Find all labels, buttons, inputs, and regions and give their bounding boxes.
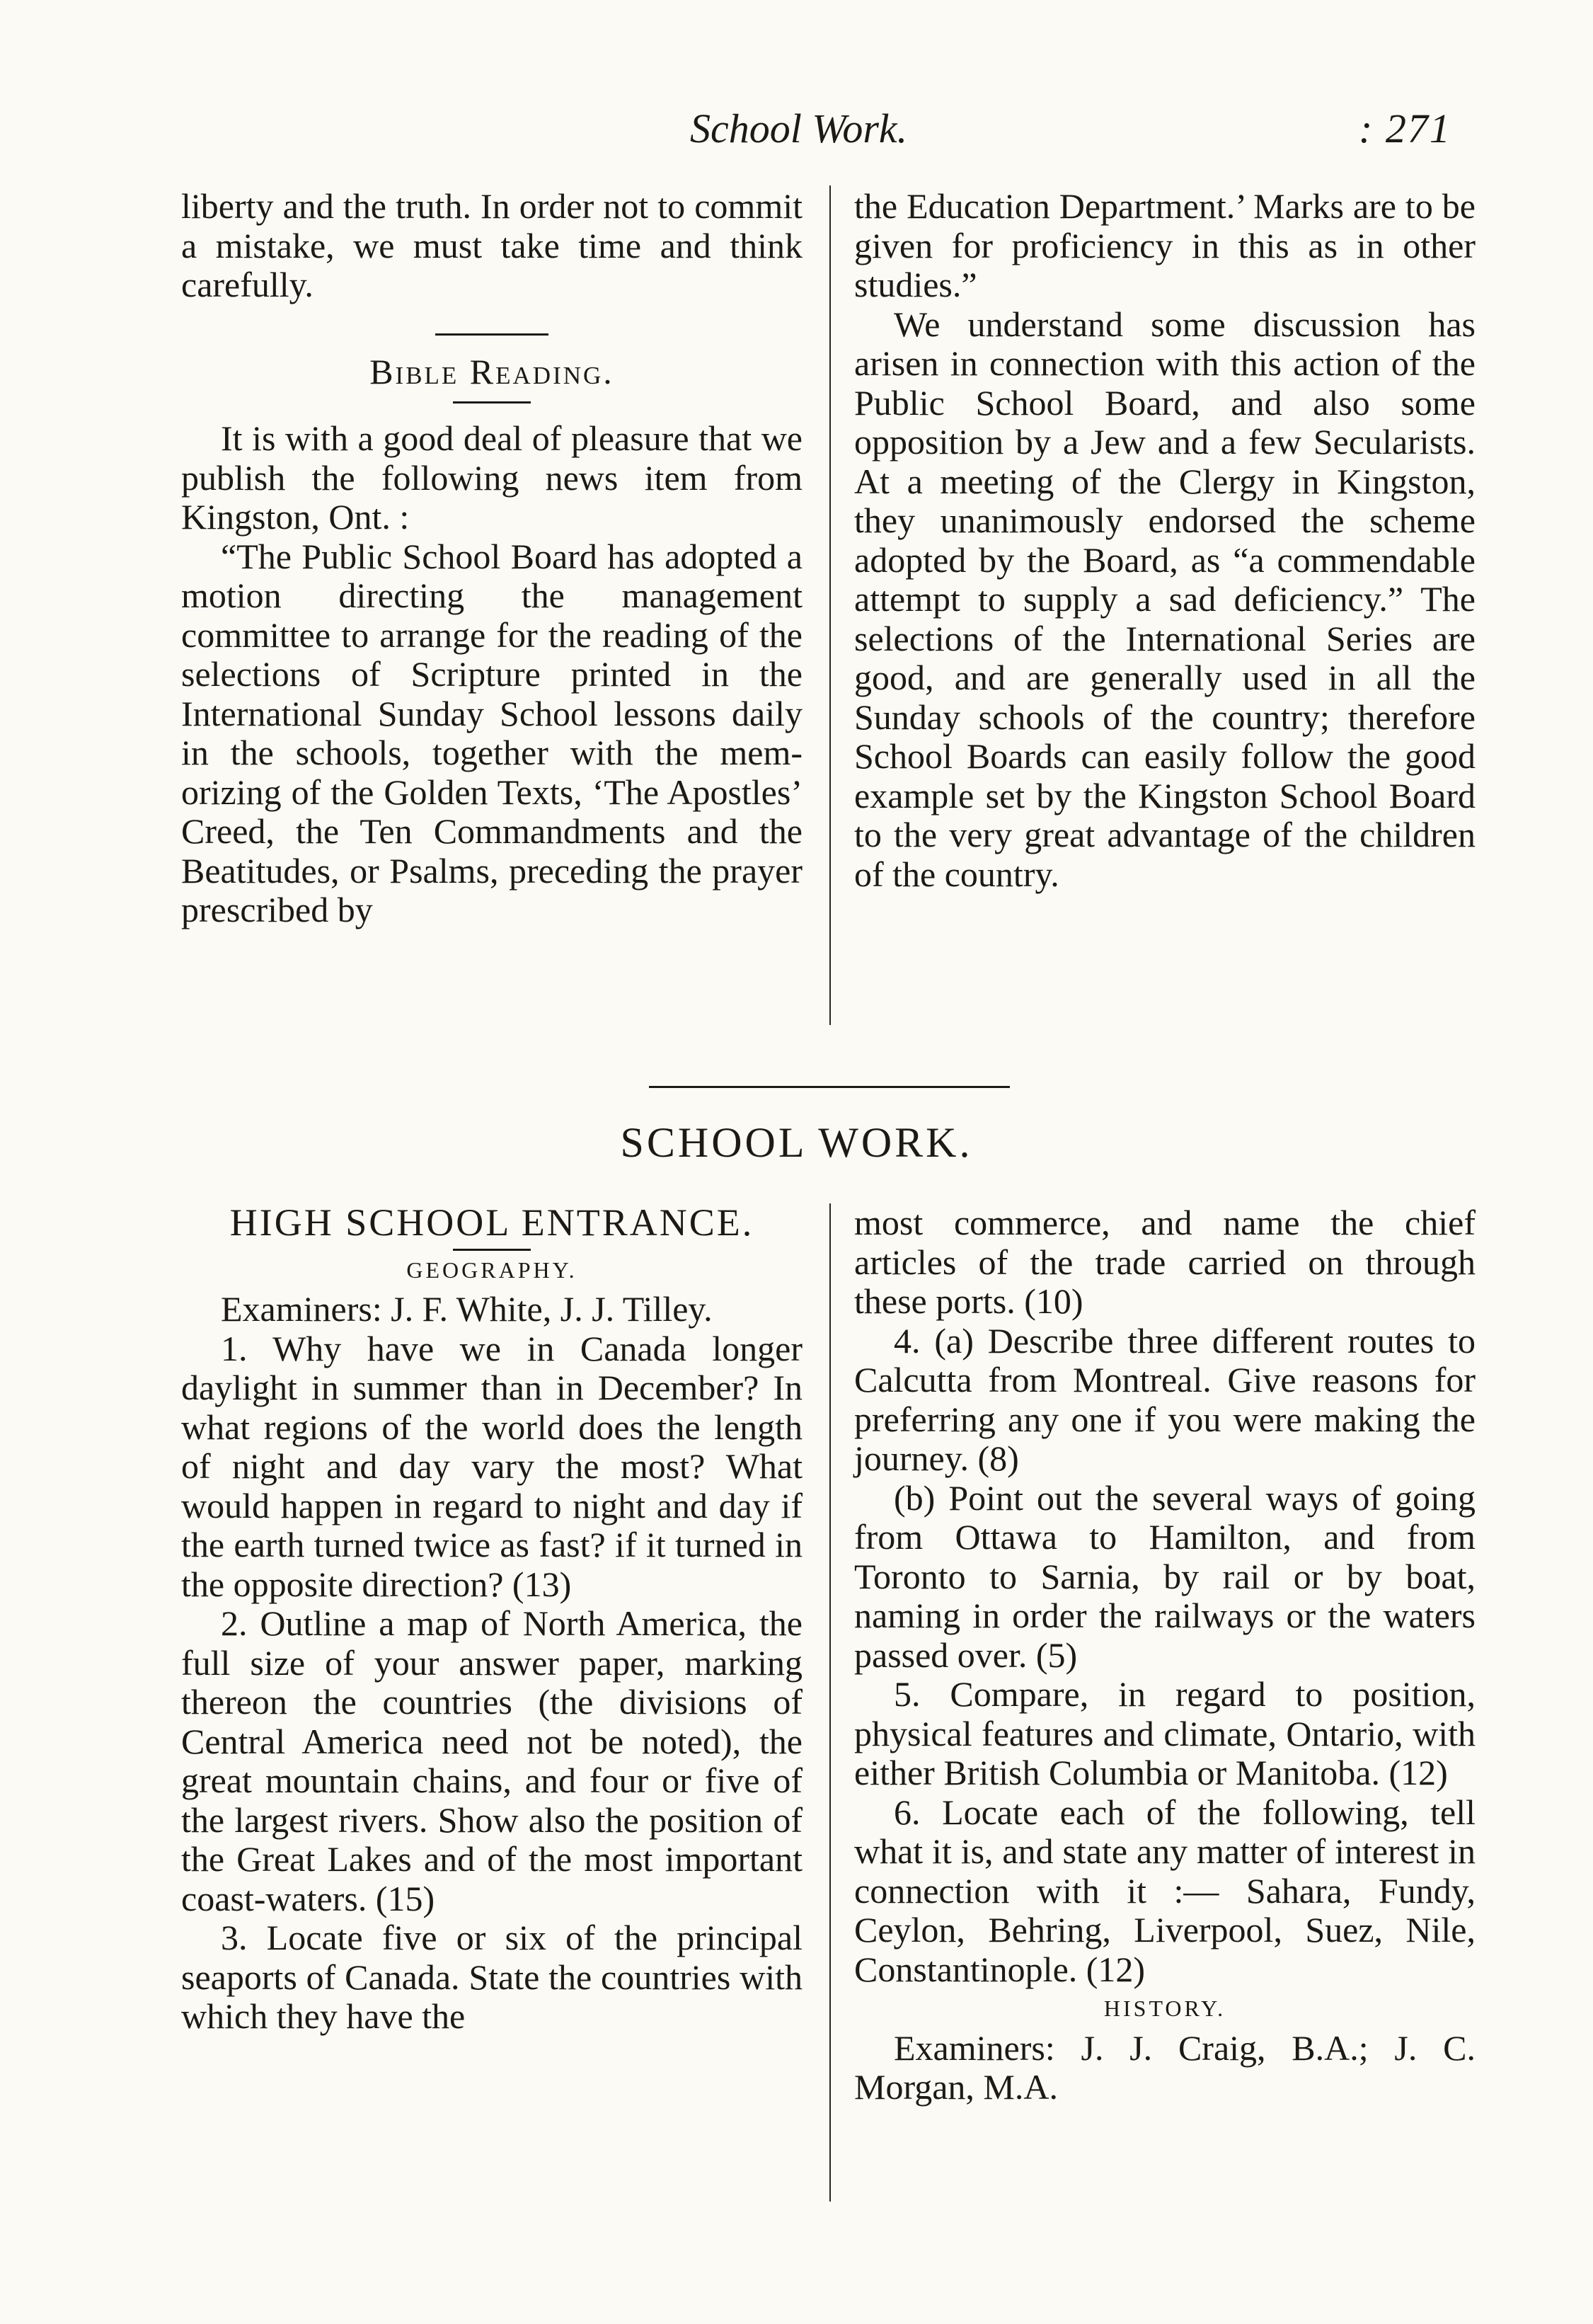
question-2: 2. Outline a map of North America, the full size of your answer paper, marking thereon the countries (the divisions of Central America need not be noted), the great mountain chains, and four or five of the largest rivers. Show also the position of the Great Lakes and of the most important coast-waters. (15) — [181, 1603, 803, 1918]
section-rule — [435, 333, 548, 336]
section-title: SCHOOL WORK. — [620, 1119, 973, 1166]
paragraph: the Education Department.’ Marks are to be given for proficiency in this as in other studies.” — [854, 186, 1476, 304]
page-number: : 271 — [1359, 105, 1451, 151]
question-4b: (b) Point out the several ways of going from Ottawa to Hamilton, and from Toronto to Sarnia, by rail or by boat, naming in order the railways or the waters passed over. (5) — [854, 1477, 1476, 1675]
running-head-title: School Work. — [690, 105, 908, 151]
running-head — [0, 105, 1593, 161]
paragraph: It is with a good deal of pleasure that we publish the following news item from Kingston, Ont. : — [181, 418, 803, 537]
column-divider-bottom — [829, 1203, 831, 2202]
question-4a: 4. (a) Describe three different routes to Calcutta from Montreal. Give reasons for preferring any one if you were making the journey. (8) — [854, 1320, 1476, 1478]
column-bottom-right — [854, 1203, 1476, 2107]
paragraph: liberty and the truth. In order not to commit a mistake, we must take time and think carefully. — [181, 186, 803, 304]
column-top-left — [181, 187, 803, 930]
column-bottom-left — [181, 1203, 803, 2037]
section-rule — [453, 401, 531, 403]
examiners-line: Examiners: J. J. Craig, B.A.; J. C. Morgan, M.A. — [854, 2027, 1476, 2107]
question-6: 6. Locate each of the following, tell what it is, and state any matter of interest in connection with it :— Sahara, Fundy, Ceylon, Behring, Liverpool, Suez, Nile, Constantinople. (12) — [854, 1792, 1476, 1989]
high-school-entrance-heading: HIGH SCHOOL ENTRANCE. — [229, 1201, 754, 1244]
column-top-right — [854, 187, 1476, 894]
paragraph: “The Public School Board has adopted a motion directing the management committee to arrange for the reading of the selections of Scripture printed in the International Sunday School lessons daily in the schools, together with the memorizing of the Golden Texts, ‘The Apostles’ Creed, the Ten Commandments and the Beatitudes, or Psalms, preceding the prayer prescribed by — [181, 536, 803, 929]
examiners-line: Examiners: J. F. White, J. J. Tilley. — [221, 1289, 713, 1329]
paragraph: We understand some discussion has arisen in connection with this action of the Public School Board, and also some opposition by a Jew and a few Secularists. At a meeting of the Clergy in Kingston, they unanimously endorsed the scheme adopted by the Board, as “a commendable attempt to supply a sad deficiency.” The selections of the International Series are good, and are generally used in all the Sunday schools of the country; therefore School Boards can easily follow the good example set by the Kingston School Board to the very great advantage of the children of the country. — [854, 304, 1476, 894]
section-divider — [649, 1086, 1010, 1088]
history-heading: HISTORY. — [1103, 1996, 1226, 2021]
bible-reading-heading: Bible Reading. — [369, 351, 614, 391]
geography-heading: GEOGRAPHY. — [406, 1257, 577, 1283]
question-3-continued: most commerce, and name the chief articles of the trade carried on through these ports. (10) — [854, 1203, 1476, 1321]
column-divider-top — [829, 185, 831, 1025]
question-1: 1. Why have we in Canada longer daylight in summer than in December? In what regions of the world does the length of night and day vary the most? What would happen in regard to night and day if the earth turned twice as fast? if it turned in the opposite direction? (13) — [181, 1328, 803, 1604]
question-3: 3. Locate five or six of the principal seaports of Canada. State the countries with which they have the — [181, 1918, 803, 2036]
question-5: 5. Compare, in regard to position, physical features and climate, Ontario, with either British Columbia or Manitoba. (12) — [854, 1674, 1476, 1792]
